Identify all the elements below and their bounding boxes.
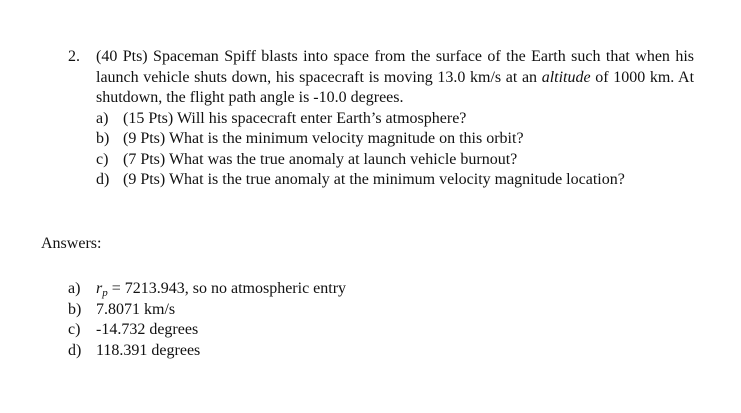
subpart-label: b) <box>96 130 110 147</box>
subpart-b <box>96 129 694 150</box>
answer-label: c) <box>68 321 81 338</box>
subpart-text: (9 Pts) What is the minimum velocity magnitude on this orbit? <box>123 130 524 147</box>
answer-subscript: p <box>102 287 108 299</box>
subpart-label: a) <box>96 109 109 127</box>
statement-emphasis: altitude <box>541 68 591 86</box>
answer-label: b) <box>68 300 82 318</box>
answer-text: -14.732 degrees <box>96 321 199 338</box>
answers-list <box>68 279 346 361</box>
subpart-d <box>96 170 694 191</box>
problem-body <box>96 47 694 191</box>
answer-a <box>68 279 346 300</box>
problem-number: 2. <box>68 48 80 65</box>
answer-variable: r <box>96 280 103 297</box>
subpart-a <box>96 109 694 130</box>
answer-text: = 7213.943, so no atmospheric entry <box>107 280 347 297</box>
subpart-label: c) <box>96 150 109 168</box>
statement-text-1: Spaceman Spiff blasts into space from the surface of the Earth such that when his launch vehicle shuts down, his spacecraft is moving 13.0 km/s at an <box>96 48 695 86</box>
problem-2 <box>68 47 694 191</box>
answer-text: 118.391 degrees <box>96 341 201 359</box>
subpart-c <box>96 150 694 171</box>
answer-c <box>68 320 346 341</box>
problem-statement <box>96 47 694 109</box>
subparts-list <box>96 109 694 191</box>
answer-b <box>68 300 346 321</box>
answer-d <box>68 341 346 362</box>
subpart-label: d) <box>96 171 110 188</box>
answer-label: d) <box>68 341 82 359</box>
subpart-text: (7 Pts) What was the true anomaly at launch vehicle burnout? <box>123 150 518 168</box>
answers-heading: Answers: <box>41 235 102 252</box>
statement-text-2: of 1000 km. At shutdown, the flight path angle is -10.0 degrees. <box>96 68 695 106</box>
answer-label: a) <box>68 280 81 297</box>
answer-text: 7.8071 km/s <box>96 300 176 318</box>
subpart-text: (9 Pts) What is the true anomaly at the minimum velocity magnitude location? <box>123 171 625 188</box>
subpart-text: (15 Pts) Will his spacecraft enter Earth’s atmosphere? <box>123 109 467 127</box>
problem-points: (40 Pts) <box>96 48 148 65</box>
